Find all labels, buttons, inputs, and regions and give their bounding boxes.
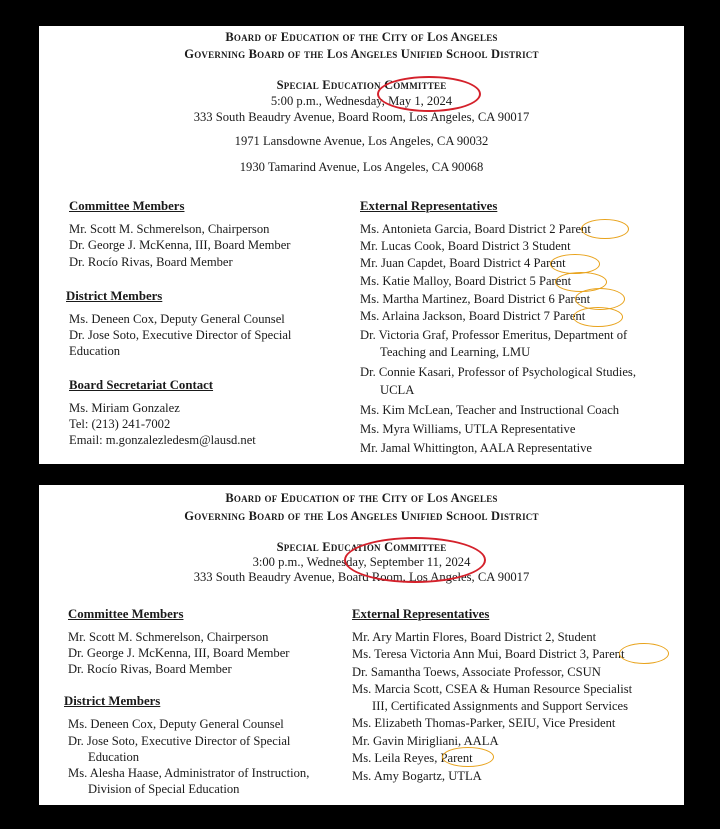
external-rep: Dr. Samantha Toews, Associate Professor, CSUN (352, 665, 601, 679)
committee-member: Dr. Rocío Rivas, Board Member (69, 255, 233, 269)
orange-highlight-circle (619, 643, 669, 664)
external-rep: Mr. Lucas Cook, Board District 3 Student (360, 239, 571, 253)
district-member-cont: Education (88, 750, 140, 764)
external-rep: Ms. Amy Bogartz, UTLA (352, 769, 482, 783)
org-title-line2: Governing Board of the Los Angeles Unified School District (184, 47, 539, 61)
external-rep: Ms. Arlaina Jackson, Board District 7 Parent (360, 309, 586, 323)
district-members-heading: District Members (66, 289, 163, 303)
agenda-panel-may (39, 26, 684, 464)
committee-member: Mr. Scott M. Schmerelson, Chairperson (68, 630, 269, 644)
red-highlight-circle (377, 76, 481, 112)
external-rep: Ms. Antonieta Garcia, Board District 2 Parent (360, 222, 591, 236)
external-rep: Ms. Kim McLean, Teacher and Instructional Coach (360, 403, 620, 417)
meeting-address-1: 333 South Beaudry Avenue, Board Room, Los Angeles, CA 90017 (193, 570, 530, 584)
contact-name: Ms. Miriam Gonzalez (69, 401, 180, 415)
external-rep: Ms. Marcia Scott, CSEA & Human Resource Specialist (352, 682, 633, 696)
district-member: Ms. Deneen Cox, Deputy General Counsel (68, 717, 284, 731)
external-rep: Ms. Leila Reyes, Parent (352, 751, 473, 765)
meeting-address-1: 333 South Beaudry Avenue, Board Room, Los Angeles, CA 90017 (193, 110, 530, 124)
external-rep: Mr. Ary Martin Flores, Board District 2, Student (352, 630, 597, 644)
external-rep: Ms. Katie Malloy, Board District 5 Parent (360, 274, 572, 288)
district-member-cont: Division of Special Education (88, 782, 240, 796)
external-representatives-heading: External Representatives (360, 199, 498, 213)
external-rep: Mr. Jamal Whittington, AALA Representative (360, 441, 593, 455)
committee-title: Special Education Committee (276, 78, 447, 92)
external-rep: Ms. Martha Martinez, Board District 6 Parent (360, 292, 591, 306)
contact-phone: Tel: (213) 241-7002 (69, 417, 171, 431)
district-member: Ms. Alesha Haase, Administrator of Instruction, (68, 766, 310, 780)
external-rep: Mr. Juan Capdet, Board District 4 Parent (360, 256, 566, 270)
external-rep-cont: Teaching and Learning, LMU (380, 345, 531, 359)
orange-highlight-circle (581, 219, 629, 239)
district-member: Dr. Jose Soto, Executive Director of Special (69, 328, 292, 342)
external-rep: Dr. Victoria Graf, Professor Emeritus, Department of (360, 328, 628, 342)
org-title-line2: Governing Board of the Los Angeles Unified School District (184, 509, 539, 523)
red-highlight-circle (344, 537, 486, 583)
meeting-time: 5:00 p.m., Wednesday, May 1, 2024 (270, 94, 453, 108)
contact-email: Email: m.gonzalezledesm@lausd.net (69, 433, 256, 447)
district-member: Education (69, 344, 121, 358)
committee-members-heading: Committee Members (69, 199, 185, 213)
org-title-line1: Board of Education of the City of Los Angeles (225, 30, 498, 44)
external-rep-cont: III, Certificated Assignments and Support Services (372, 699, 629, 713)
contact-heading: Board Secretariat Contact (69, 378, 214, 392)
org-title-line1: Board of Education of the City of Los Angeles (225, 491, 498, 505)
meeting-address-2: 1971 Lansdowne Avenue, Los Angeles, CA 90032 (234, 134, 489, 148)
committee-members-heading: Committee Members (68, 607, 184, 621)
district-members-heading: District Members (64, 694, 161, 708)
external-rep-cont: UCLA (380, 383, 415, 397)
external-rep: Mr. Gavin Mirigliani, AALA (352, 734, 499, 748)
district-member: Ms. Deneen Cox, Deputy General Counsel (69, 312, 285, 326)
external-rep: Ms. Elizabeth Thomas-Parker, SEIU, Vice President (352, 716, 616, 730)
committee-member: Mr. Scott M. Schmerelson, Chairperson (69, 222, 270, 236)
agenda-panel-september (39, 485, 684, 805)
orange-highlight-circle (550, 254, 600, 274)
committee-member: Dr. George J. McKenna, III, Board Member (69, 238, 291, 252)
district-member: Dr. Jose Soto, Executive Director of Special (68, 734, 291, 748)
external-rep: Dr. Connie Kasari, Professor of Psychological Studies, (360, 365, 636, 379)
committee-title: Special Education Committee (276, 540, 447, 554)
external-rep: Ms. Myra Williams, UTLA Representative (360, 422, 576, 436)
committee-member: Dr. George J. McKenna, III, Board Member (68, 646, 290, 660)
committee-member: Dr. Rocío Rivas, Board Member (68, 662, 232, 676)
external-representatives-heading: External Representatives (352, 607, 490, 621)
orange-highlight-circle (442, 747, 494, 767)
meeting-address-3: 1930 Tamarind Avenue, Los Angeles, CA 90068 (239, 160, 484, 174)
meeting-time: 3:00 p.m., Wednesday, September 11, 2024 (252, 555, 471, 569)
orange-highlight-circle (573, 307, 623, 327)
external-rep: Ms. Teresa Victoria Ann Mui, Board District 3, Parent (352, 647, 625, 661)
